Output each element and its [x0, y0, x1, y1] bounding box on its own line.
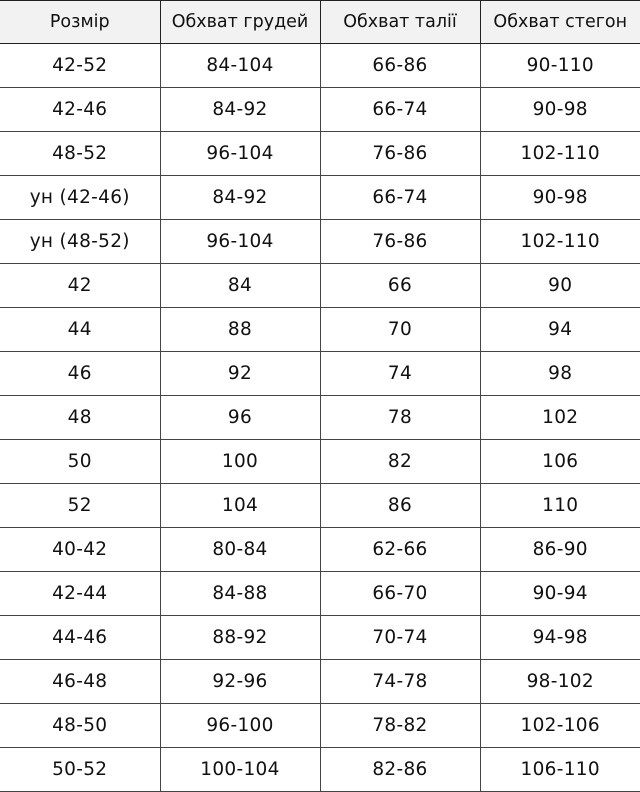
cell-waist: 70: [320, 308, 480, 352]
cell-size: 44: [0, 308, 160, 352]
table-body: [0, 44, 640, 792]
cell-hips: 90-98: [480, 176, 640, 220]
table-row: [0, 660, 640, 704]
cell-waist: 76-86: [320, 132, 480, 176]
cell-hips: 98: [480, 352, 640, 396]
header-waist: Обхват талії: [320, 1, 480, 44]
cell-size: 50: [0, 440, 160, 484]
cell-waist: 66-74: [320, 176, 480, 220]
cell-hips: 102-110: [480, 220, 640, 264]
cell-hips: 110: [480, 484, 640, 528]
cell-chest: 84: [160, 264, 320, 308]
table-row: [0, 572, 640, 616]
cell-waist: 66-74: [320, 88, 480, 132]
table-row: [0, 396, 640, 440]
table-row: [0, 704, 640, 748]
header-chest: Обхват грудей: [160, 1, 320, 44]
table-row: [0, 484, 640, 528]
cell-chest: 104: [160, 484, 320, 528]
cell-waist: 62-66: [320, 528, 480, 572]
cell-chest: 84-92: [160, 176, 320, 220]
cell-size: 40-42: [0, 528, 160, 572]
cell-waist: 74: [320, 352, 480, 396]
header-row: [0, 1, 640, 44]
header-size: Розмір: [0, 1, 160, 44]
cell-waist: 74-78: [320, 660, 480, 704]
table-row: [0, 176, 640, 220]
cell-waist: 82-86: [320, 748, 480, 792]
cell-hips: 90-110: [480, 44, 640, 88]
cell-waist: 66-70: [320, 572, 480, 616]
cell-hips: 102-106: [480, 704, 640, 748]
cell-size: 48-50: [0, 704, 160, 748]
cell-size: 44-46: [0, 616, 160, 660]
cell-waist: 76-86: [320, 220, 480, 264]
cell-chest: 80-84: [160, 528, 320, 572]
table-row: [0, 440, 640, 484]
cell-chest: 88-92: [160, 616, 320, 660]
cell-waist: 78: [320, 396, 480, 440]
table-row: [0, 308, 640, 352]
cell-chest: 100-104: [160, 748, 320, 792]
cell-waist: 70-74: [320, 616, 480, 660]
cell-hips: 102-110: [480, 132, 640, 176]
table-row: [0, 44, 640, 88]
cell-hips: 86-90: [480, 528, 640, 572]
cell-hips: 94: [480, 308, 640, 352]
table-row: [0, 220, 640, 264]
table-row: [0, 264, 640, 308]
cell-chest: 92-96: [160, 660, 320, 704]
cell-size: 52: [0, 484, 160, 528]
table-row: [0, 88, 640, 132]
cell-chest: 84-88: [160, 572, 320, 616]
cell-waist: 66-86: [320, 44, 480, 88]
cell-size: 42-44: [0, 572, 160, 616]
cell-waist: 82: [320, 440, 480, 484]
cell-hips: 90: [480, 264, 640, 308]
cell-size: 50-52: [0, 748, 160, 792]
cell-size: 46: [0, 352, 160, 396]
cell-chest: 96-104: [160, 220, 320, 264]
cell-chest: 96: [160, 396, 320, 440]
cell-hips: 102: [480, 396, 640, 440]
cell-size: 48: [0, 396, 160, 440]
cell-waist: 86: [320, 484, 480, 528]
cell-hips: 98-102: [480, 660, 640, 704]
table-row: [0, 616, 640, 660]
cell-chest: 96-100: [160, 704, 320, 748]
cell-chest: 84-104: [160, 44, 320, 88]
cell-size: ун (48-52): [0, 220, 160, 264]
cell-hips: 106: [480, 440, 640, 484]
cell-size: 48-52: [0, 132, 160, 176]
table-header: [0, 1, 640, 44]
cell-chest: 92: [160, 352, 320, 396]
cell-hips: 90-98: [480, 88, 640, 132]
cell-hips: 90-94: [480, 572, 640, 616]
cell-size: 42: [0, 264, 160, 308]
cell-waist: 78-82: [320, 704, 480, 748]
cell-size: ун (42-46): [0, 176, 160, 220]
header-hips: Обхват стегон: [480, 1, 640, 44]
cell-chest: 84-92: [160, 88, 320, 132]
cell-size: 42-46: [0, 88, 160, 132]
cell-chest: 88: [160, 308, 320, 352]
cell-chest: 100: [160, 440, 320, 484]
cell-size: 46-48: [0, 660, 160, 704]
table-row: [0, 528, 640, 572]
cell-waist: 66: [320, 264, 480, 308]
cell-size: 42-52: [0, 44, 160, 88]
cell-hips: 94-98: [480, 616, 640, 660]
cell-hips: 106-110: [480, 748, 640, 792]
table-row: [0, 132, 640, 176]
table-row: [0, 352, 640, 396]
cell-chest: 96-104: [160, 132, 320, 176]
